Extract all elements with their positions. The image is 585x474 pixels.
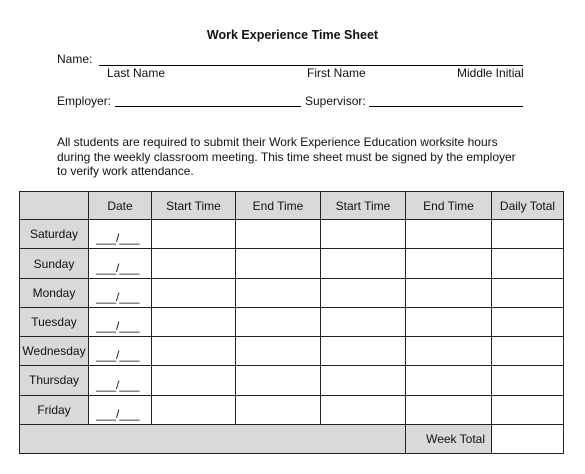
day-label: Wednesday <box>20 337 89 366</box>
start-time-2-cell[interactable] <box>321 307 406 336</box>
daily-total-cell[interactable] <box>492 249 564 278</box>
middle-initial-caption: Middle Initial <box>457 66 524 80</box>
date-blank: ___/___ <box>96 231 140 246</box>
page-title: Work Experience Time Sheet <box>206 28 379 42</box>
table-row <box>20 220 564 249</box>
start-time-1-cell[interactable] <box>152 337 236 366</box>
employer-label: Employer: <box>57 94 112 108</box>
date-blank: ___/___ <box>96 289 140 304</box>
date-cell[interactable] <box>89 366 152 395</box>
header-daily-total: Daily Total <box>492 192 564 220</box>
daily-total-cell[interactable] <box>492 337 564 366</box>
start-time-2-cell[interactable] <box>321 278 406 307</box>
end-time-1-cell[interactable] <box>236 366 321 395</box>
header-end-time-1: End Time <box>236 192 321 220</box>
start-time-1-cell[interactable] <box>152 278 236 307</box>
header-start-time-2: Start Time <box>321 192 406 220</box>
start-time-2-cell[interactable] <box>321 220 406 249</box>
start-time-2-cell[interactable] <box>321 249 406 278</box>
name-label: Name: <box>57 52 93 66</box>
daily-total-cell[interactable] <box>492 395 564 424</box>
daily-total-cell[interactable] <box>492 220 564 249</box>
end-time-2-cell[interactable] <box>406 395 492 424</box>
instructions-line: during the weekly classroom meeting. This time sheet must be signed by the employer <box>57 149 516 164</box>
week-total-spacer <box>20 424 406 453</box>
start-time-2-cell[interactable] <box>321 395 406 424</box>
week-total-cell[interactable] <box>492 424 564 453</box>
daily-total-cell[interactable] <box>492 278 564 307</box>
date-blank: ___/___ <box>96 348 140 363</box>
date-cell[interactable] <box>89 395 152 424</box>
end-time-2-cell[interactable] <box>406 220 492 249</box>
date-blank: ___/___ <box>96 406 140 421</box>
date-blank: ___/___ <box>96 377 140 392</box>
start-time-1-cell[interactable] <box>152 366 236 395</box>
last-name-caption: Last Name <box>107 66 166 80</box>
date-cell[interactable] <box>89 249 152 278</box>
table-row <box>20 249 564 278</box>
instructions-paragraph <box>57 135 557 179</box>
date-blank: ___/___ <box>96 260 140 275</box>
end-time-2-cell[interactable] <box>406 278 492 307</box>
end-time-1-cell[interactable] <box>236 278 321 307</box>
timesheet-table <box>19 191 564 454</box>
table-row <box>20 278 564 307</box>
end-time-1-cell[interactable] <box>236 395 321 424</box>
end-time-1-cell[interactable] <box>236 220 321 249</box>
day-label: Thursday <box>20 366 89 395</box>
header-date: Date <box>89 192 152 220</box>
start-time-1-cell[interactable] <box>152 395 236 424</box>
start-time-2-cell[interactable] <box>321 337 406 366</box>
end-time-1-cell[interactable] <box>236 307 321 336</box>
supervisor-label: Supervisor: <box>305 94 366 108</box>
instructions-line: All students are required to submit their Work Experience Education worksite hours <box>57 135 498 149</box>
end-time-1-cell[interactable] <box>236 249 321 278</box>
end-time-2-cell[interactable] <box>406 249 492 278</box>
date-cell[interactable] <box>89 278 152 307</box>
daily-total-cell[interactable] <box>492 366 564 395</box>
table-row <box>20 366 564 395</box>
start-time-1-cell[interactable] <box>152 307 236 336</box>
table-header-row <box>20 192 564 220</box>
day-label: Friday <box>20 395 89 424</box>
first-name-caption: First Name <box>307 66 366 80</box>
week-total-row <box>20 424 564 453</box>
date-cell[interactable] <box>89 220 152 249</box>
table-row <box>20 307 564 336</box>
end-time-2-cell[interactable] <box>406 366 492 395</box>
day-label: Monday <box>20 278 89 307</box>
instructions-line: to verify work attendance. <box>57 164 194 178</box>
week-total-label: Week Total <box>406 424 492 453</box>
header-start-time-1: Start Time <box>152 192 236 220</box>
end-time-1-cell[interactable] <box>236 337 321 366</box>
start-time-2-cell[interactable] <box>321 366 406 395</box>
day-label: Tuesday <box>20 307 89 336</box>
date-cell[interactable] <box>89 307 152 336</box>
supervisor-field-line[interactable] <box>369 106 523 107</box>
date-cell[interactable] <box>89 337 152 366</box>
date-blank: ___/___ <box>96 319 140 334</box>
daily-total-cell[interactable] <box>492 307 564 336</box>
day-label: Saturday <box>20 220 89 249</box>
start-time-1-cell[interactable] <box>152 249 236 278</box>
day-label: Sunday <box>20 249 89 278</box>
header-cell-blank <box>20 192 89 220</box>
table-row <box>20 337 564 366</box>
end-time-2-cell[interactable] <box>406 307 492 336</box>
header-end-time-2: End Time <box>406 192 492 220</box>
start-time-1-cell[interactable] <box>152 220 236 249</box>
employer-field-line[interactable] <box>115 106 301 107</box>
end-time-2-cell[interactable] <box>406 337 492 366</box>
table-row <box>20 395 564 424</box>
